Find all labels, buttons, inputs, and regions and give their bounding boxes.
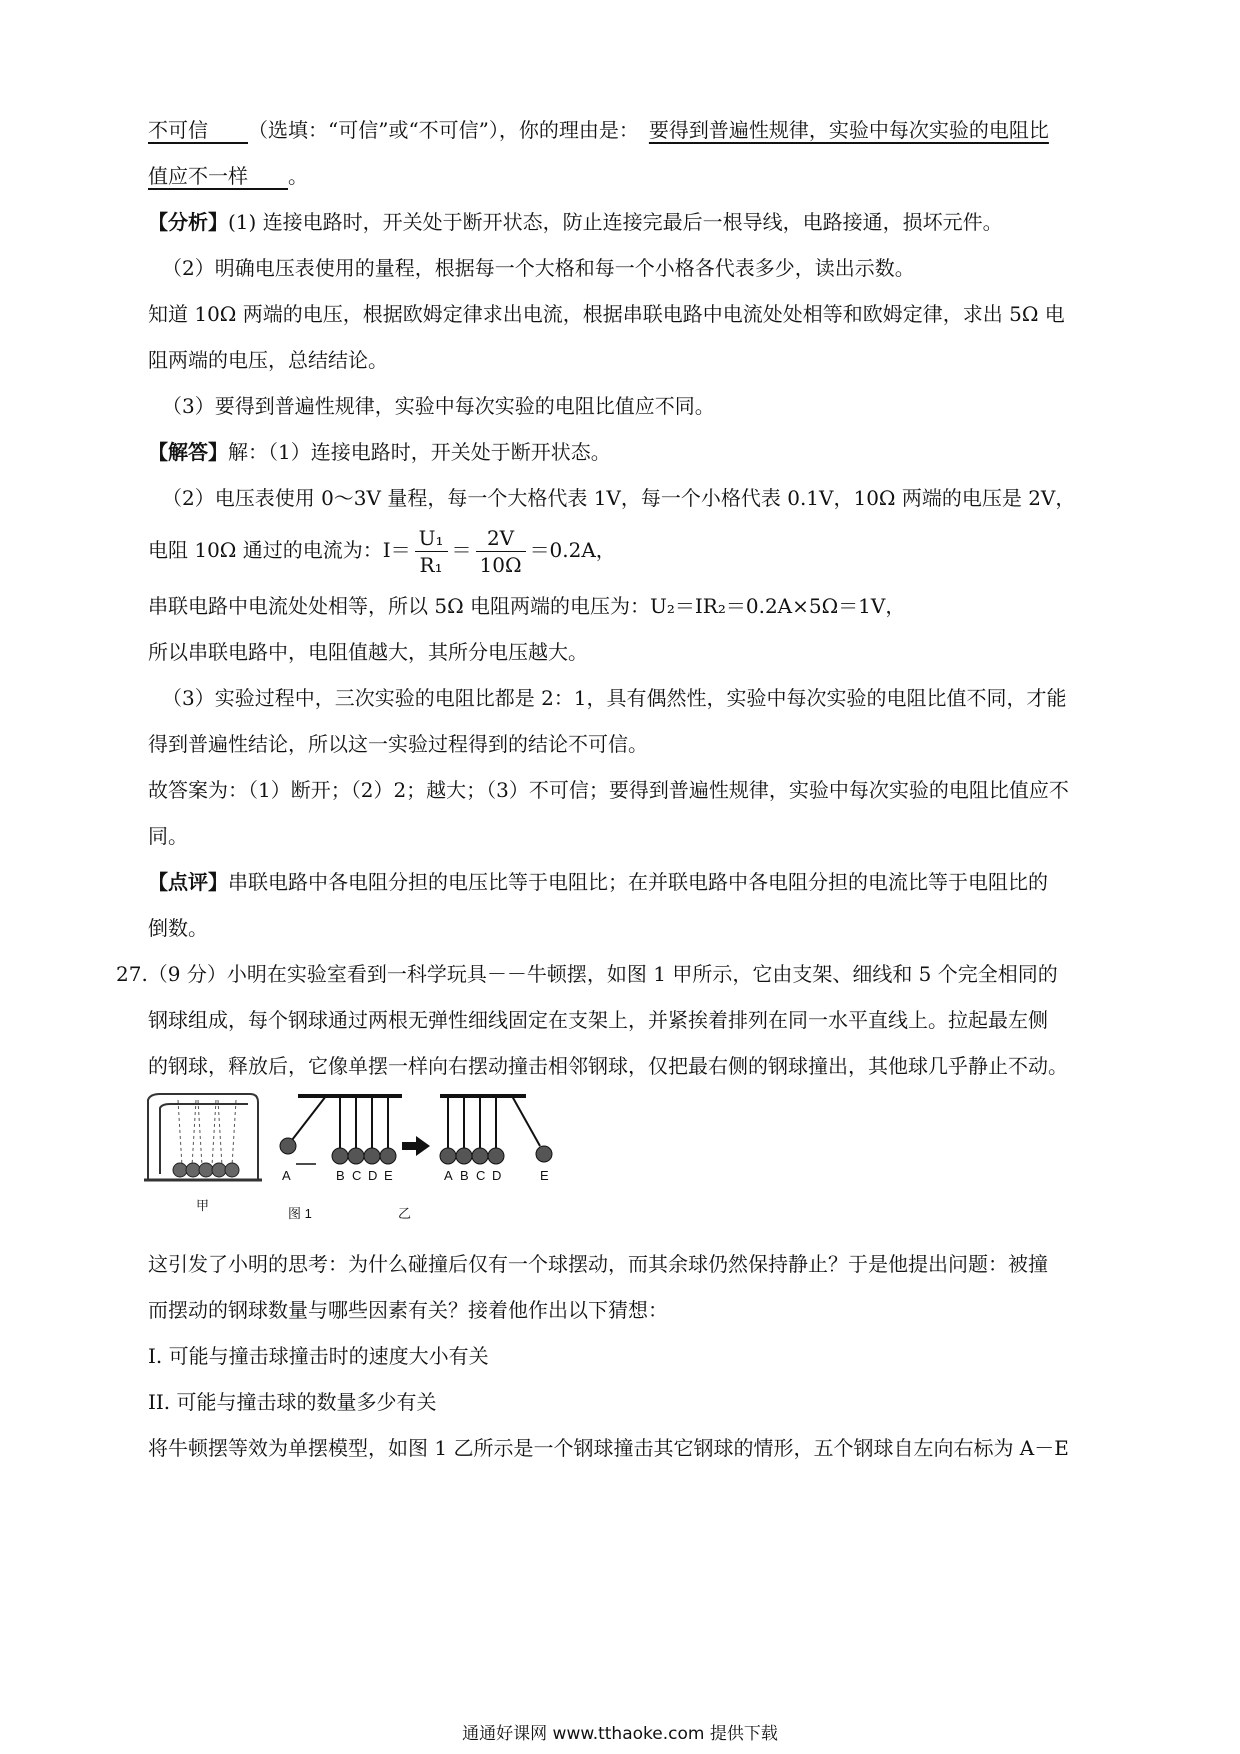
fraction-u1-r1 [415,525,448,578]
figure-labels [196,1168,549,1221]
cradle-strings-jia [178,1100,236,1166]
comment-text: 串联电路中各电阻分担的电压比等于电阻比；在并联电路中各电阻分担的电流比等于电阻比的 [228,870,1048,894]
prompt-text: （选填：“可信”或“不可信”），你的理由是： [248,118,639,142]
label-right-b: B [460,1168,469,1183]
answer-line-1 [148,116,1049,144]
analysis-line-1 [148,208,1003,236]
answer-line-solution-2: （2）电压表使用 0～3V 量程，每一个大格代表 1V，每一个小格代表 0.1V，10Ω 两端的电压是 2V， [162,486,1076,510]
after-figure-line-2: 而摆动的钢球数量与哪些因素有关？接着他作出以下猜想： [148,1298,668,1322]
blank-padding [208,118,248,142]
answer-tag: 【解答】 [148,440,228,464]
label-left-e: E [384,1168,393,1183]
answer-text: 解：（1）连接电路时，开关处于断开状态。 [228,440,611,464]
fraction-denominator: 10Ω [479,553,522,577]
period: 。 [288,164,308,188]
label-yi: 乙 [398,1206,412,1221]
comment-line-2: 倒数。 [148,916,208,940]
comment-tag: 【点评】 [148,870,228,894]
label-left-b: B [336,1168,345,1183]
answer-line-solution-6: （3）实验过程中，三次实验的电阻比都是 2：1，具有偶然性，实验中每次实验的电阻比值不同，才能 [162,686,1067,710]
question-27-line-2: 钢球组成，每个钢球通过两根无弹性细线固定在支架上，并紧挨着排列在同一水平直线上。拉起最左侧 [148,1008,1048,1032]
question-27-line-3: 的钢球，释放后，它像单摆一样向右摆动撞击相邻钢球，仅把最右侧的钢球撞出，其他球几乎静止不动。 [148,1054,1068,1078]
answer-line-solution-4: 串联电路中电流处处相等，所以 5Ω 电阻两端的电压为：U₂＝IR₂＝0.2A×5Ω＝1V， [148,594,906,618]
label-right-e: E [540,1168,549,1183]
newtons-cradle-figure [140,1090,620,1240]
answer-line-solution-5: 所以串联电路中，电阻值越大，其所分电压越大。 [148,640,588,664]
pendulum-before-balls [280,1138,396,1164]
blank-answer-2: 要得到普遍性规律，实验中每次实验的电阻比 [648,118,1049,142]
label-left-c: C [352,1168,362,1183]
fraction-numerator: 2V [476,525,526,552]
equals-sign: ＝ [451,538,472,562]
page-footer: 通通好课网 www.tthaoke.com 提供下载 [462,1724,778,1744]
blank-padding [248,164,288,188]
formula-result: ＝0.2A， [529,538,616,562]
formula-prefix: 电阻 10Ω 通过的电流为：I＝ [148,538,411,562]
answer-line-solution-7: 得到普遍性结论，所以这一实验过程得到的结论不可信。 [148,732,648,756]
label-right-a: A [444,1168,453,1183]
pendulum-after [440,1096,540,1148]
fraction-2v-10ohm [476,525,526,578]
label-right-d: D [492,1168,502,1183]
answer-line-solution-8: 故答案为：（1）断开；（2）2；越大；（3）不可信；要得到普遍性规律，实验中每次实验的电阻比值应不 [148,778,1069,802]
answer-line-solution-1 [148,438,611,466]
question-27-line-1: 27.（9 分）小明在实验室看到一科学玩具－－牛顿摆，如图 1 甲所示，它由支架、细线和 5 个完全相同的 [116,962,1058,986]
analysis-line-2: （2）明确电压表使用的量程，根据每一个大格和每一个小格各代表多少，读出示数。 [162,256,915,280]
label-right-c: C [476,1168,486,1183]
analysis-line-4: 阻两端的电压，总结结论。 [148,348,388,372]
cradle-balls-jia [173,1163,239,1177]
answer-formula-line [148,518,616,582]
after-figure-line-1: 这引发了小明的思考：为什么碰撞后仅有一个球摆动，而其余球仍然保持静止？于是他提出问题：被撞 [148,1252,1048,1276]
label-figure-1: 图 1 [288,1206,312,1221]
label-jia: 甲 [196,1198,210,1213]
right-arrow-icon [402,1136,430,1156]
blank-answer-1: 不可信 [148,118,208,142]
answer-line-solution-9: 同。 [148,824,188,848]
after-figure-line-5: 将牛顿摆等效为单摆模型，如图 1 乙所示是一个钢球撞击其它钢球的情形，五个钢球自左向右标为 A－E [148,1436,1069,1460]
answer-line-2 [148,162,308,190]
analysis-line-5: （3）要得到普遍性规律，实验中每次实验的电阻比值应不同。 [162,394,715,418]
label-left-d: D [368,1168,378,1183]
fraction-denominator: R₁ [419,553,443,577]
hypothesis-2: II. 可能与撞击球的数量多少有关 [148,1390,437,1414]
analysis-text: (1) 连接电路时，开关处于断开状态，防止连接完最后一根导线，电路接通，损坏元件。 [228,210,1003,234]
pendulum-after-balls [440,1146,552,1164]
hypothesis-1: I. 可能与撞击球撞击时的速度大小有关 [148,1344,489,1368]
pendulum-before [292,1096,402,1148]
analysis-line-3: 知道 10Ω 两端的电压，根据欧姆定律求出电流，根据串联电路中电流处处相等和欧姆定律，求出 5Ω 电 [148,302,1065,326]
comment-line-1 [148,868,1048,896]
blank-answer-2-cont: 值应不一样 [148,164,248,188]
fraction-numerator: U₁ [415,525,448,552]
analysis-tag: 【分析】 [148,210,228,234]
label-left-a: A [282,1168,291,1183]
